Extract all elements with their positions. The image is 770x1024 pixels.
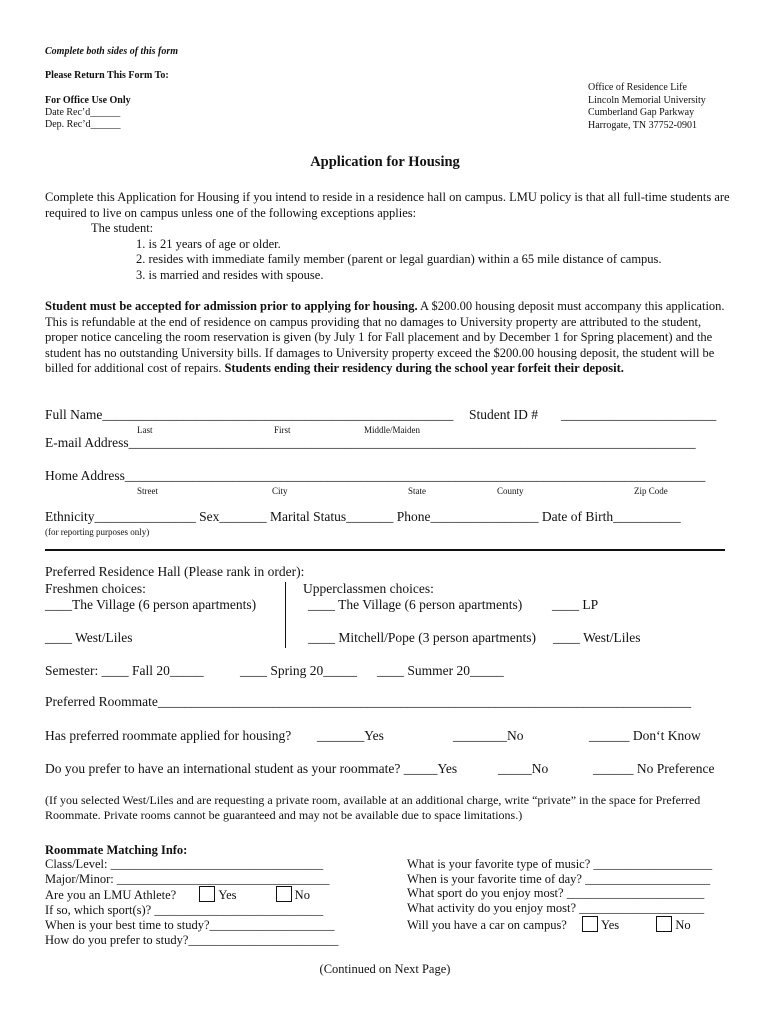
freshmen-heading: Freshmen choices: xyxy=(45,581,146,596)
preferred-roommate-field[interactable]: Preferred Roommate_______________________________________________________________________________ xyxy=(45,694,692,709)
policy-body: A $200.00 housing deposit must accompany this application. This is refundable at the end of residence on campus providing that no damages to University property are attributed to the student, proper notice canceling the room reservation is given (by July 1 for Fall placement and by December 1 for Spring placement) and the student has no outstanding University bills. If damages to University property exceed the $200.00 housing deposit, the student will be billed for additional cost of repairs. xyxy=(45,299,725,375)
upper-lp-option[interactable]: ____ LP xyxy=(552,597,599,612)
home-address-field[interactable]: Home Address______________________________________________________________________________________ xyxy=(45,468,706,483)
fresh-village-option[interactable]: ____The Village (6 person apartments) xyxy=(45,597,257,612)
athlete-no-label: No xyxy=(294,888,310,903)
athlete-yes-checkbox[interactable] xyxy=(199,886,215,902)
favorite-music-field[interactable]: What is your favorite type of music? ___________________ xyxy=(407,857,713,871)
matching-heading: Roommate Matching Info: xyxy=(45,843,188,857)
international-roommate-no[interactable]: _____No xyxy=(498,761,549,776)
athlete-question: Are you an LMU Athlete? xyxy=(45,888,177,903)
address-sub-zip: Zip Code xyxy=(634,486,668,496)
sports-field[interactable]: If so, which sport(s)? ___________________________ xyxy=(45,903,324,918)
policy-bold-lead: Student must be accepted for admission prior to applying for housing. xyxy=(45,299,418,313)
exception-item: 3. is married and resides with spouse. xyxy=(136,268,324,282)
address-line: Cumberland Gap Parkway xyxy=(588,107,695,118)
semester-fall-field[interactable]: Semester: ____ Fall 20_____ xyxy=(45,663,204,678)
address-line: Office of Residence Life xyxy=(588,82,687,93)
international-roommate-no-preference[interactable]: ______ No Preference xyxy=(593,761,715,776)
residence-heading: Preferred Residence Hall (Please rank in order): xyxy=(45,564,305,579)
matching-left-column xyxy=(45,857,338,947)
car-row xyxy=(407,916,712,933)
address-sub-street: Street xyxy=(137,486,158,496)
car-yes-checkbox[interactable] xyxy=(582,916,598,932)
favorite-activity-field[interactable]: What activity do you enjoy most? ____________________ xyxy=(407,901,705,916)
athlete-row xyxy=(45,886,338,903)
fresh-westliles-option[interactable]: ____ West/Liles xyxy=(45,630,133,645)
office-use-label: For Office Use Only xyxy=(45,95,131,106)
demographics-line[interactable]: Ethnicity_______________ Sex_______ Marital Status_______ Phone________________ Date of Birth__________ xyxy=(45,509,681,524)
favorite-time-field[interactable]: When is your favorite time of day? ____________________ xyxy=(407,871,711,886)
office-address xyxy=(588,82,706,132)
major-minor-field[interactable]: Major/Minor: __________________________________ xyxy=(45,871,330,886)
ethnicity-note: (for reporting purposes only) xyxy=(45,527,150,537)
upper-mitchell-option[interactable]: ____ Mitchell/Pope (3 person apartments) xyxy=(308,630,536,645)
name-sub-middle: Middle/Maiden xyxy=(364,425,420,435)
car-question: Will you have a car on campus? xyxy=(407,917,567,932)
exception-item: 1. is 21 years of age or older. xyxy=(136,237,281,251)
athlete-no-checkbox[interactable] xyxy=(276,886,292,902)
semester-summer-field[interactable]: ____ Summer 20_____ xyxy=(377,663,504,678)
name-sub-last: Last xyxy=(137,425,153,435)
email-field[interactable]: E-mail Address____________________________________________________________________________________ xyxy=(45,435,696,450)
policy-paragraph xyxy=(45,299,735,377)
section-divider xyxy=(45,549,725,551)
semester-spring-field[interactable]: ____ Spring 20_____ xyxy=(240,663,358,678)
athlete-yes-label: Yes xyxy=(218,888,237,903)
choices-divider xyxy=(285,582,286,648)
roommate-applied-dont-know[interactable]: ______ Don‘t Know xyxy=(589,728,701,743)
address-line: Lincoln Memorial University xyxy=(588,94,706,106)
favorite-sport-field[interactable]: What sport do you enjoy most? ______________________ xyxy=(407,886,705,901)
roommate-applied-no[interactable]: ________No xyxy=(453,728,524,743)
class-level-field[interactable]: Class/Level: __________________________________ xyxy=(45,857,324,871)
international-roommate-question[interactable]: Do you prefer to have an international student as your roommate? _____Yes xyxy=(45,761,458,776)
upper-westliles-option[interactable]: ____ West/Liles xyxy=(553,630,641,645)
address-sub-city: City xyxy=(272,486,288,496)
roommate-applied-yes[interactable]: _______Yes xyxy=(317,728,384,743)
roommate-applied-question: Has preferred roommate applied for housing? xyxy=(45,728,292,743)
page-title: Application for Housing xyxy=(310,154,460,170)
best-study-time-field[interactable]: When is your best time to study?____________________ xyxy=(45,917,335,932)
name-sub-first: First xyxy=(274,425,291,435)
matching-right-column xyxy=(407,857,712,933)
private-room-note: (If you selected West/Liles and are requesting a private room, available at an additional charge, write “private” in the space for Preferred Roommate. Private rooms cannot be guaranteed and may not be available due to space limitations.) xyxy=(45,793,701,822)
the-student-label: The student: xyxy=(91,221,154,235)
complete-both-sides-note: Complete both sides of this form xyxy=(45,46,179,57)
return-to-label: Please Return This Form To: xyxy=(45,70,169,81)
car-no-checkbox[interactable] xyxy=(656,916,672,932)
address-line: Harrogate, TN 37752-0901 xyxy=(588,119,697,131)
study-preference-field[interactable]: How do you prefer to study?________________________ xyxy=(45,932,339,947)
upper-village-option[interactable]: ____ The Village (6 person apartments) xyxy=(308,597,523,612)
full-name-field[interactable]: Full Name____________________________________________________ xyxy=(45,407,454,422)
upperclassmen-heading: Upperclassmen choices: xyxy=(303,581,434,596)
student-id-label: Student ID # xyxy=(469,407,538,422)
date-received-field[interactable]: Date Rec’d______ xyxy=(45,107,121,118)
address-sub-state: State xyxy=(408,486,426,496)
car-no-label: No xyxy=(675,917,691,932)
car-yes-label: Yes xyxy=(600,917,620,932)
address-sub-county: County xyxy=(497,486,524,496)
continued-footer: (Continued on Next Page) xyxy=(319,962,451,976)
intro-paragraph: Complete this Application for Housing if you intend to reside in a residence hall on campus. LMU policy is that all full-time students are required to live on campus unless one of the following exceptions applies: xyxy=(45,190,730,220)
deposit-received-field[interactable]: Dep. Rec’d______ xyxy=(45,119,121,130)
policy-bold-tail: Students ending their residency during the school year forfeit their deposit. xyxy=(224,361,624,375)
exception-item: 2. resides with immediate family member (parent or legal guardian) within a 65 mile distance of campus. xyxy=(136,252,662,266)
student-id-field[interactable]: _______________________ xyxy=(561,407,717,422)
